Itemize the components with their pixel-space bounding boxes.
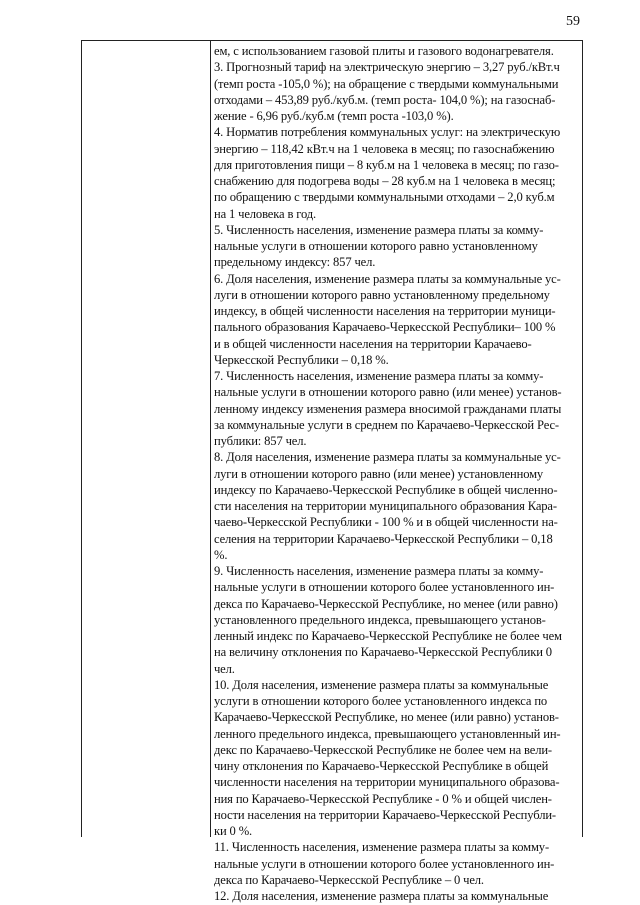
text-line: Карачаево-Черкесской Республике, но менее (или равно) установ- (214, 710, 559, 725)
text-line: 3. Прогнозный тариф на электрическую энергию – 3,27 руб./кВт.ч (214, 60, 560, 75)
text-line: ленного предельного индекса, превышающего установленный ин- (214, 726, 561, 741)
text-line: 10. Доля населения, изменение размера платы за коммунальные (214, 677, 549, 692)
text-line: %. (214, 547, 228, 562)
text-line: нальные услуги в отношении которого более установленного ин- (214, 856, 555, 871)
text-line: 9. Численность населения, изменение размера платы за комму- (214, 564, 544, 578)
text-line: Черкесской Республики – 0,18 %. (214, 352, 389, 367)
text-line: и в общей численности населения на территории Карачаево- (214, 336, 532, 351)
text-line: предельному индексу: 857 чел. (214, 255, 376, 270)
text-line: 11. Численность населения, изменение размера платы за комму- (214, 840, 549, 855)
text-line: нальные услуги в отношении которого равно (или менее) установ- (214, 385, 562, 400)
text-line: 7. Численность населения, изменение размера платы за комму- (214, 369, 544, 383)
text-line: жение - 6,96 руб./куб.м (темп роста -103,0 %). (214, 109, 454, 123)
text-line: ленный индекс по Карачаево-Черкесской Республике не более чем (214, 629, 562, 643)
text-line: по обращению с твердыми коммунальными отходами – 2,0 куб.м (214, 190, 555, 205)
text-line: на 1 человека в год. (214, 206, 316, 221)
text-line: чаево-Черкесской Республики - 100 % и в общей численности на- (214, 515, 558, 530)
text-line: декса по Карачаево-Черкесской Республике, но менее (или равно) (214, 596, 558, 611)
text-line: декса по Карачаево-Черкесской Республике – 0 чел. (214, 872, 484, 887)
text-line: ем, с использованием газовой плиты и газового водонагревателя. (214, 44, 554, 58)
table-cell-text (214, 43, 578, 904)
text-line: ки 0 %. (214, 824, 253, 838)
text-line: сти населения на территории муниципального образования Кара- (214, 499, 557, 513)
text-line: нальные услуги в отношении которого более установленного ин- (214, 580, 555, 595)
text-line: декс по Карачаево-Черкесской Республике не более чем на вели- (214, 742, 552, 757)
text-line: луги в отношении которого равно установленному предельному (214, 287, 550, 302)
document-table (81, 40, 583, 903)
text-line: 8. Доля населения, изменение размера платы за коммунальные ус- (214, 450, 561, 465)
text-line: 6. Доля населения, изменение размера платы за коммунальные ус- (214, 271, 561, 286)
text-line: ности населения на территории Карачаево-Черкесской Республи- (214, 807, 556, 822)
text-line: услуги в отношении которого более установленного индекса по (214, 694, 548, 708)
text-line: луги в отношении которого равно (или менее) установленному (214, 466, 544, 481)
column-divider (210, 41, 211, 837)
text-line: ленному индексу изменения размера вносимой гражданами платы (214, 401, 562, 416)
text-line: чел. (214, 661, 235, 676)
text-line: 4. Норматив потребления коммунальных услуг: на электрическую (214, 125, 561, 140)
text-line: индексу, в общей численности населения на территории муници- (214, 304, 556, 318)
text-line: нальные услуги в отношении которого равно установленному (214, 239, 538, 253)
text-line: снабжению для подогрева воды – 28 куб.м на 1 человека в месяц; (214, 174, 556, 188)
text-line: для приготовления пищи – 8 куб.м на 1 человека в месяц; по газо- (214, 157, 559, 172)
text-line: энергию – 118,42 кВт.ч на 1 человека в месяц; по газоснабжению (214, 141, 555, 156)
text-line: индексу по Карачаево-Черкесской Республике в общей численно- (214, 482, 558, 497)
text-line: ния по Карачаево-Черкесской Республике - 0 % и общей числен- (214, 791, 552, 806)
text-line: за коммунальные услуги в среднем по Карачаево-Черкесской Рес- (214, 417, 559, 432)
text-line: (темп роста -105,0 %); на обращение с твердыми коммунальными (214, 76, 559, 91)
text-line: 12. Доля населения, изменение размера платы за коммунальные (214, 889, 549, 903)
text-line: отходами – 453,89 руб./куб.м. (темп роста- 104,0 %); на газоснаб- (214, 92, 556, 107)
text-line: чину отклонения по Карачаево-Черкесской Республике в общей (214, 759, 549, 773)
text-line: селения на территории Карачаево-Черкесской Республики – 0,18 (214, 531, 553, 546)
text-line: пального образования Карачаево-Черкесской Республики– 100 % (214, 320, 556, 335)
text-line: публики: 857 чел. (214, 434, 307, 448)
text-line: на величину отклонения по Карачаево-Черкесской Республики 0 (214, 645, 552, 660)
text-line: численности населения на территории муниципального образова- (214, 775, 560, 790)
text-line: 5. Численность населения, изменение размера платы за комму- (214, 222, 544, 237)
text-line: установленного предельного индекса, превышающего установ- (214, 612, 546, 627)
page-number: 59 (566, 14, 580, 29)
